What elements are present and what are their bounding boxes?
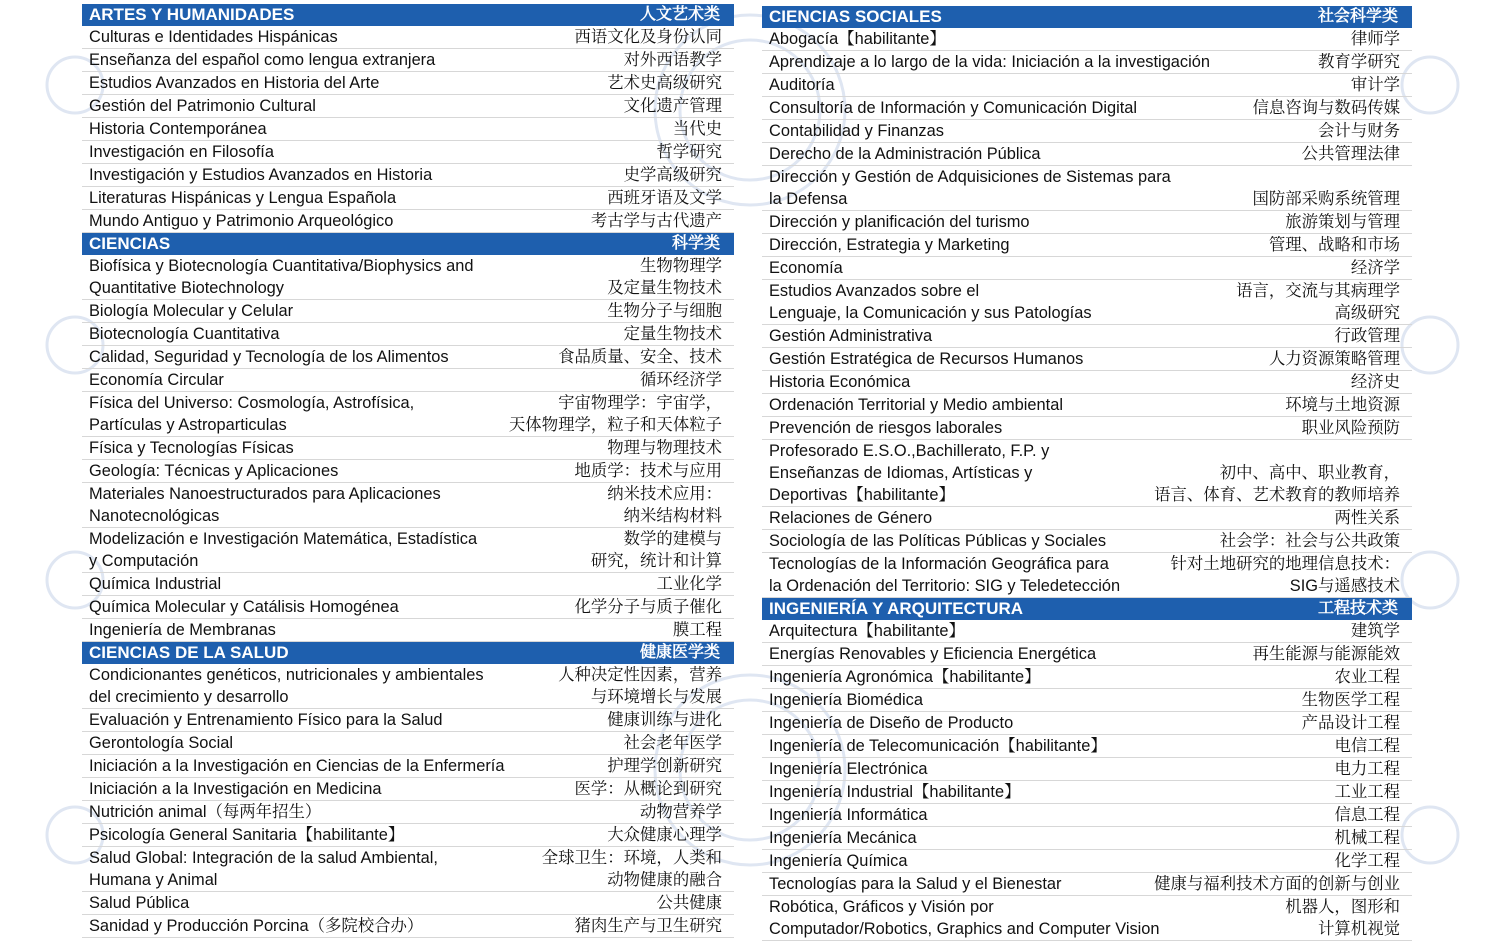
program-row: [82, 210, 734, 233]
program-name-zh: 数学的建模与 研究，统计和计算: [590, 530, 722, 570]
program-row: [762, 143, 1412, 166]
program-row: [762, 689, 1412, 712]
program-name-es: Ingeniería Mecánica: [769, 829, 917, 847]
program-row: [762, 348, 1412, 371]
section-title-es: ARTES Y HUMANIDADES: [89, 5, 295, 24]
program-name-es: Contabilidad y Finanzas: [769, 122, 944, 140]
program-name-zh: 猪肉生产与卫生研究: [574, 917, 722, 935]
program-name-es: Abogacía【habilitante】: [769, 30, 946, 48]
program-name-zh: 化学分子与质子催化: [574, 598, 722, 616]
program-name-zh: 国防部采购系统管理: [1252, 190, 1400, 208]
program-name-zh: 护理学创新研究: [607, 757, 722, 775]
program-row: [762, 211, 1412, 234]
program-name-zh: 艺术史高级研究: [607, 74, 722, 92]
program-name-es: Ingeniería Industrial【habilitante】: [769, 783, 1021, 801]
program-row: [82, 619, 734, 642]
program-name-zh: 生物物理学 及定量生物技术: [607, 257, 722, 297]
program-row: [82, 483, 734, 528]
program-name-es: Ingeniería Agronómica【habilitante】: [769, 668, 1041, 686]
program-name-es: Ingeniería Electrónica: [769, 760, 928, 778]
program-name-es: Aprendizaje a lo largo de la vida: Iniciación a la investigación: [769, 53, 1210, 71]
program-row: [82, 118, 734, 141]
program-row: [82, 300, 734, 323]
program-name-zh: 考古学与古代遗产: [590, 212, 722, 230]
program-row: [82, 824, 734, 847]
program-name-zh: 信息工程: [1334, 806, 1400, 824]
section-title-zh: 人文艺术类: [639, 6, 720, 23]
program-name-zh: 生物医学工程: [1301, 691, 1400, 709]
program-name-es: Economía: [769, 259, 843, 277]
program-row: [82, 164, 734, 187]
program-name-zh: 审计学: [1350, 76, 1400, 94]
section: [82, 4, 734, 233]
program-row: [82, 187, 734, 210]
program-row: [82, 755, 734, 778]
program-name-zh: 行政管理: [1334, 327, 1400, 345]
program-name-es: Ingeniería de Telecomunicación【habilitante】: [769, 737, 1107, 755]
program-row: [762, 620, 1412, 643]
program-name-zh: 化学工程: [1334, 852, 1400, 870]
program-name-es: Gestión Estratégica de Recursos Humanos: [769, 350, 1084, 368]
program-name-zh: 西班牙语及文学: [607, 189, 722, 207]
program-name-zh: 文化遗产管理: [623, 97, 722, 115]
program-name-es: Mundo Antiguo y Patrimonio Arqueológico: [89, 212, 394, 230]
section-header: [82, 233, 734, 255]
program-name-zh: 循环经济学: [640, 371, 722, 389]
program-name-zh: 西语文化及身份认同: [574, 28, 722, 46]
program-name-zh: 农业工程: [1334, 668, 1400, 686]
program-name-es: Química Molecular y Catálisis Homogénea: [89, 598, 399, 616]
program-row: [762, 28, 1412, 51]
program-row: [762, 257, 1412, 280]
program-name-es: Literaturas Hispánicas y Lengua Española: [89, 189, 397, 207]
section: [762, 598, 1412, 941]
program-row: [762, 873, 1412, 896]
program-name-es: Geología: Técnicas y Aplicaciones: [89, 462, 339, 480]
program-row: [82, 95, 734, 118]
program-name-es: Relaciones de Género: [769, 509, 933, 527]
program-row: [762, 120, 1412, 143]
program-name-zh: 社会学：社会与公共政策: [1219, 532, 1400, 550]
program-name-zh: 工业工程: [1334, 783, 1400, 801]
program-row: [762, 804, 1412, 827]
program-row: [82, 26, 734, 49]
program-name-zh: 纳米技术应用： 纳米结构材料: [607, 485, 722, 525]
program-row: [762, 850, 1412, 873]
program-name-es: Ingeniería Informática: [769, 806, 928, 824]
program-name-es: Investigación y Estudios Avanzados en Historia: [89, 166, 433, 184]
section-title-es: CIENCIAS SOCIALES: [769, 7, 942, 26]
program-name-zh: 电力工程: [1334, 760, 1400, 778]
program-name-es: Prevención de riesgos laborales: [769, 419, 1003, 437]
program-row: [762, 781, 1412, 804]
program-name-es: Física del Universo: Cosmología, Astrofísica, Partículas y Astroparticulas: [89, 394, 415, 434]
program-name-es: Evaluación y Entrenamiento Físico para la Salud: [89, 711, 443, 729]
program-name-zh: 初中、高中、职业教育， 语言、体育、艺术教育的教师培养: [1154, 464, 1400, 504]
program-name-zh: 食品质量、安全、技术: [558, 348, 722, 366]
program-name-zh: 针对土地研究的地理信息技术： SIG与遥感技术: [1170, 555, 1400, 595]
program-name-es: Materiales Nanoestructurados para Aplicaciones Nanotecnológicas: [89, 485, 441, 525]
section: [82, 233, 734, 642]
program-name-es: Sanidad y Producción Porcina（多院校合办）: [89, 917, 424, 935]
program-row: [82, 460, 734, 483]
program-name-zh: 公共健康: [656, 894, 722, 912]
left-column: [82, 4, 734, 938]
program-row: [762, 394, 1412, 417]
program-row: [762, 280, 1412, 325]
program-name-es: Economía Circular: [89, 371, 224, 389]
program-row: [82, 255, 734, 300]
program-row: [82, 778, 734, 801]
program-row: [82, 664, 734, 709]
program-name-es: Iniciación a la Investigación en Medicina: [89, 780, 382, 798]
section: [82, 642, 734, 938]
program-name-es: Psicología General Sanitaria【habilitante】: [89, 826, 405, 844]
program-name-zh: 膜工程: [672, 621, 722, 639]
program-name-es: Biofísica y Biotecnología Cuantitativa/Biophysics and Quantitative Biotechnology: [89, 257, 474, 297]
program-row: [82, 801, 734, 824]
program-name-es: Gestión Administrativa: [769, 327, 933, 345]
program-name-zh: 机械工程: [1334, 829, 1400, 847]
program-name-zh: 管理、战略和市场: [1268, 236, 1400, 254]
program-name-es: Historia Económica: [769, 373, 911, 391]
program-name-zh: 史学高级研究: [623, 166, 722, 184]
program-row: [82, 392, 734, 437]
program-row: [82, 915, 734, 938]
program-name-es: Física y Tecnologías Físicas: [89, 439, 294, 457]
program-name-zh: 生物分子与细胞: [607, 302, 722, 320]
program-name-zh: 经济学: [1350, 259, 1400, 277]
program-name-zh: 产品设计工程: [1301, 714, 1400, 732]
program-row: [82, 72, 734, 95]
program-name-es: Tecnologías para la Salud y el Bienestar: [769, 875, 1062, 893]
program-name-es: Calidad, Seguridad y Tecnología de los Alimentos: [89, 348, 449, 366]
program-name-es: Ingeniería Biomédica: [769, 691, 923, 709]
program-name-zh: 社会老年医学: [623, 734, 722, 752]
program-name-es: Biotecnología Cuantitativa: [89, 325, 280, 343]
program-row: [82, 346, 734, 369]
program-row: [762, 712, 1412, 735]
section-title-zh: 科学类: [671, 235, 720, 252]
program-name-es: Culturas e Identidades Hispánicas: [89, 28, 338, 46]
program-name-es: Enseñanza del español como lengua extranjera: [89, 51, 436, 69]
program-row: [82, 709, 734, 732]
program-row: [762, 735, 1412, 758]
program-name-zh: 信息咨询与数码传媒: [1252, 99, 1400, 117]
program-row: [82, 596, 734, 619]
program-name-zh: 人种决定性因素，营养 与环境增长与发展: [558, 666, 722, 706]
program-name-zh: 当代史: [672, 120, 722, 138]
program-name-zh: 健康训练与进化: [607, 711, 722, 729]
program-name-zh: 教育学研究: [1318, 53, 1400, 71]
program-name-es: Ingeniería Química: [769, 852, 908, 870]
program-name-zh: 大众健康心理学: [607, 826, 722, 844]
program-name-es: Historia Contemporánea: [89, 120, 267, 138]
program-row: [762, 51, 1412, 74]
program-name-es: Ordenación Territorial y Medio ambiental: [769, 396, 1063, 414]
program-name-zh: 语言，交流与其病理学 高级研究: [1236, 282, 1400, 322]
program-row: [82, 437, 734, 460]
program-name-zh: 哲学研究: [656, 143, 722, 161]
program-name-es: Robótica, Gráficos y Visión por Computador/Robotics, Graphics and Computer Vision: [769, 898, 1160, 938]
program-row: [762, 666, 1412, 689]
program-row: [762, 166, 1412, 211]
program-name-es: Energías Renovables y Eficiencia Energética: [769, 645, 1097, 663]
program-row: [762, 530, 1412, 553]
program-row: [82, 847, 734, 892]
program-row: [762, 440, 1412, 507]
program-row: [82, 892, 734, 915]
program-row: [762, 234, 1412, 257]
program-name-zh: 对外西语教学: [623, 51, 722, 69]
section-header: [762, 6, 1412, 28]
section-header: [82, 642, 734, 664]
program-name-es: Nutrición animal（每两年招生）: [89, 803, 322, 821]
program-name-es: Estudios Avanzados en Historia del Arte: [89, 74, 380, 92]
program-name-es: Modelización e Investigación Matemática, Estadística y Computación: [89, 530, 478, 570]
section-header: [82, 4, 734, 26]
section: [762, 6, 1412, 598]
program-name-zh: 职业风险预防: [1301, 419, 1400, 437]
program-name-es: Investigación en Filosofía: [89, 143, 274, 161]
program-row: [82, 732, 734, 755]
program-name-zh: 电信工程: [1334, 737, 1400, 755]
program-name-es: Dirección y planificación del turismo: [769, 213, 1030, 231]
program-row: [82, 49, 734, 72]
program-name-es: Iniciación a la Investigación en Ciencias de la Enfermería: [89, 757, 505, 775]
section-title-zh: 工程技术类: [1317, 600, 1398, 617]
program-name-zh: 地质学：技术与应用: [574, 462, 722, 480]
program-row: [762, 507, 1412, 530]
program-name-es: Sociología de las Políticas Públicas y Sociales: [769, 532, 1107, 550]
program-name-zh: 环境与土地资源: [1285, 396, 1400, 414]
program-name-zh: 全球卫生：环境，人类和 动物健康的融合: [541, 849, 722, 889]
section-title-es: CIENCIAS: [89, 234, 171, 253]
program-name-zh: 会计与财务: [1318, 122, 1400, 140]
program-name-es: Gerontología Social: [89, 734, 233, 752]
program-name-zh: 机器人，图形和 计算机视觉: [1285, 898, 1400, 938]
program-row: [82, 141, 734, 164]
program-name-es: Condicionantes genéticos, nutricionales y ambientales del crecimiento y desarrollo: [89, 666, 484, 706]
program-name-zh: 旅游策划与管理: [1285, 213, 1400, 231]
program-name-es: Arquitectura【habilitante】: [769, 622, 965, 640]
program-row: [762, 553, 1412, 598]
program-row: [82, 369, 734, 392]
program-name-es: Salud Global: Integración de la salud Ambiental, Humana y Animal: [89, 849, 438, 889]
program-name-es: Derecho de la Administración Pública: [769, 145, 1041, 163]
program-name-es: Tecnologías de la Información Geográfica para la Ordenación del Territorio: SIG y Teledetección: [769, 555, 1121, 595]
section-title-es: CIENCIAS DE LA SALUD: [89, 643, 289, 662]
program-name-zh: 两性关系: [1334, 509, 1400, 527]
program-name-zh: 人力资源策略管理: [1268, 350, 1400, 368]
program-name-zh: 经济史: [1350, 373, 1400, 391]
program-name-zh: 再生能源与能源能效: [1252, 645, 1400, 663]
program-name-zh: 动物营养学: [640, 803, 722, 821]
program-name-es: Química Industrial: [89, 575, 222, 593]
program-row: [762, 74, 1412, 97]
right-column: [762, 6, 1412, 941]
program-name-es: Dirección, Estrategia y Marketing: [769, 236, 1010, 254]
program-row: [762, 758, 1412, 781]
program-name-zh: 宇宙物理学：宇宙学， 天体物理学，粒子和天体粒子: [508, 394, 722, 434]
program-name-zh: 医学：从概论到研究: [574, 780, 722, 798]
program-name-es: Dirección y Gestión de Adquisiciones de Sistemas para la Defensa: [769, 168, 1171, 208]
section-title-es: INGENIERÍA Y ARQUITECTURA: [769, 599, 1024, 618]
program-name-es: Auditoría: [769, 76, 835, 94]
program-name-es: Consultoría de Información y Comunicación Digital: [769, 99, 1138, 117]
program-name-es: Ingeniería de Membranas: [89, 621, 276, 639]
program-name-es: Profesorado E.S.O.,Bachillerato, F.P. y Enseñanzas de Idiomas, Artísticas y Deportivas【habilitante】: [769, 442, 1050, 504]
program-name-es: Estudios Avanzados sobre el Lenguaje, la Comunicación y sus Patologías: [769, 282, 1092, 322]
program-row: [82, 323, 734, 346]
program-row: [762, 325, 1412, 348]
program-name-zh: 定量生物技术: [623, 325, 722, 343]
program-name-es: Ingeniería de Diseño de Producto: [769, 714, 1014, 732]
program-row: [762, 827, 1412, 850]
program-row: [762, 417, 1412, 440]
program-row: [82, 528, 734, 573]
program-name-es: Gestión del Patrimonio Cultural: [89, 97, 316, 115]
program-row: [762, 643, 1412, 666]
program-name-zh: 工业化学: [656, 575, 722, 593]
program-name-zh: 公共管理法律: [1301, 145, 1400, 163]
program-row: [762, 371, 1412, 394]
program-row: [762, 97, 1412, 120]
program-name-es: Salud Pública: [89, 894, 190, 912]
program-row: [82, 573, 734, 596]
program-name-es: Biología Molecular y Celular: [89, 302, 294, 320]
program-name-zh: 物理与物理技术: [607, 439, 722, 457]
program-name-zh: 建筑学: [1350, 622, 1400, 640]
section-title-zh: 社会科学类: [1317, 8, 1398, 25]
section-title-zh: 健康医学类: [639, 644, 720, 661]
program-name-zh: 律师学: [1350, 30, 1400, 48]
program-name-zh: 健康与福利技术方面的创新与创业: [1154, 875, 1400, 893]
section-header: [762, 598, 1412, 620]
